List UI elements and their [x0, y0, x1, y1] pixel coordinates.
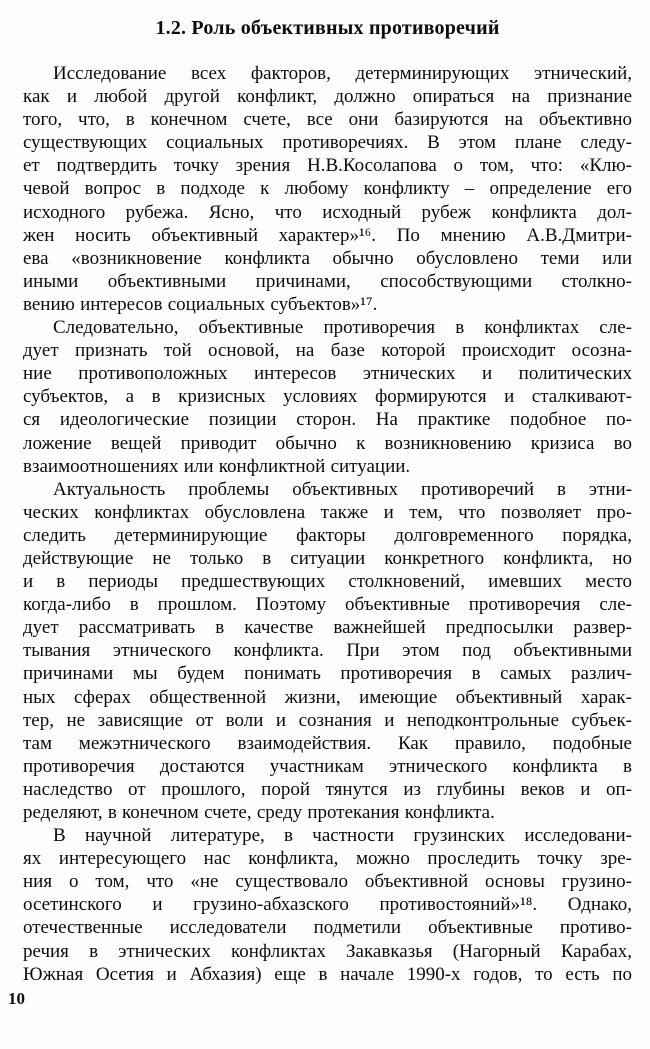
section-heading: 1.2. Роль объективных противоречий — [155, 17, 500, 39]
text-line: ния о том, что «не существовало объективной основы грузино- — [23, 871, 632, 893]
text-line: дует признать той основой, на базе которой происходит осозна- — [23, 340, 632, 362]
document-body — [23, 62, 632, 986]
text-line: ет подтвердить точку зрения Н.В.Косолапова о том, что: «Клю- — [23, 155, 632, 177]
text-line: наследство от прошлого, порой тянутся из глубины веков и оп- — [23, 778, 632, 800]
text-line: Южная Осетия и Абхазия) еще в начале 1990-х годов, то есть по — [23, 963, 632, 985]
text-line: В научной литературе, в частности грузинских исследовани- — [53, 825, 632, 847]
text-line: речия в этнических конфликтах Закавказья (Нагорный Карабах, — [23, 940, 632, 962]
text-line: там межэтнического взаимодействия. Как правило, подобные — [23, 732, 632, 754]
paragraph — [23, 316, 632, 478]
text-line: ях интересующего нас конфликта, можно проследить точку зре- — [23, 848, 632, 870]
text-line: субъектов, а в кризисных условиях формируются и сталкивают- — [23, 386, 632, 408]
text-line: осетинского и грузино-абхазского противостояний»¹⁸. Однако, — [23, 894, 632, 916]
page-number: 10 — [8, 989, 25, 1008]
text-line: ние противоположных интересов этнических и политических — [23, 363, 632, 385]
text-line: ределяют, в конечном счете, среду протекания конфликта. — [23, 802, 495, 823]
text-line: ных сферах общественной жизни, имеющие объективный харак- — [23, 686, 632, 708]
text-line: тер, не зависящие от воли и сознания и неподконтрольные субъек- — [23, 709, 632, 731]
text-line: ева «возникновение конфликта обычно обусловлено теми или — [23, 247, 632, 269]
text-line: Следовательно, объективные противоречия в конфликтах сле- — [53, 317, 632, 339]
text-line: ся идеологические позиции сторон. На практике подобное по- — [23, 409, 632, 431]
paragraph — [23, 62, 632, 316]
text-line: существующих социальных противоречиях. В этом плане следу- — [23, 132, 632, 154]
text-line: ческих конфликтах обусловлена также и тем, что позволяет про- — [23, 501, 632, 523]
paragraph — [23, 478, 632, 824]
text-line: когда-либо в прошлом. Поэтому объективные противоречия сле- — [23, 594, 632, 616]
text-line: исходного рубежа. Ясно, что исходный рубеж конфликта дол- — [23, 201, 632, 223]
text-line: ложение вещей приводит обычно к возникновению кризиса во — [23, 432, 632, 454]
text-line: вению интересов социальных субъектов»¹⁷. — [23, 293, 378, 315]
text-line: отечественные исследователи подметили объективные противо- — [23, 917, 632, 939]
text-line: следить детерминирующие факторы долговременного порядка, — [23, 524, 632, 546]
text-line: Актуальность проблемы объективных противоречий в этни- — [53, 478, 632, 500]
text-line: жен носить объективный характер»¹⁶. По мнению А.В.Дмитри- — [23, 224, 632, 246]
text-line: взаимоотношениях или конфликтной ситуации. — [23, 455, 411, 477]
text-line: Исследование всех факторов, детерминирующих этнический, — [53, 63, 632, 84]
text-line: и в периоды предшествующих столкновений, имевших место — [23, 571, 632, 593]
text-line: того, что, в конечном счете, все они базируются на объективно — [23, 109, 632, 131]
text-line: противоречия достаются участникам этнического конфликта в — [23, 755, 632, 777]
page-content — [23, 16, 632, 986]
paragraph — [23, 824, 632, 986]
text-line: как и любой другой конфликт, должно опираться на признание — [23, 86, 632, 108]
text-line: иными объективными причинами, способствующими столкно- — [23, 270, 632, 292]
text-line: действующие не только в ситуации конкретного конфликта, но — [23, 547, 632, 569]
text-line: тывания этнического конфликта. При этом под объективными — [23, 640, 632, 662]
text-line: причинами мы будем понимать противоречия в самых различ- — [23, 663, 632, 685]
text-line: дует рассматривать в качестве важнейшей предпосылки развер- — [23, 617, 632, 639]
text-line: чевой вопрос в подходе к любому конфликту – определение его — [23, 178, 632, 200]
